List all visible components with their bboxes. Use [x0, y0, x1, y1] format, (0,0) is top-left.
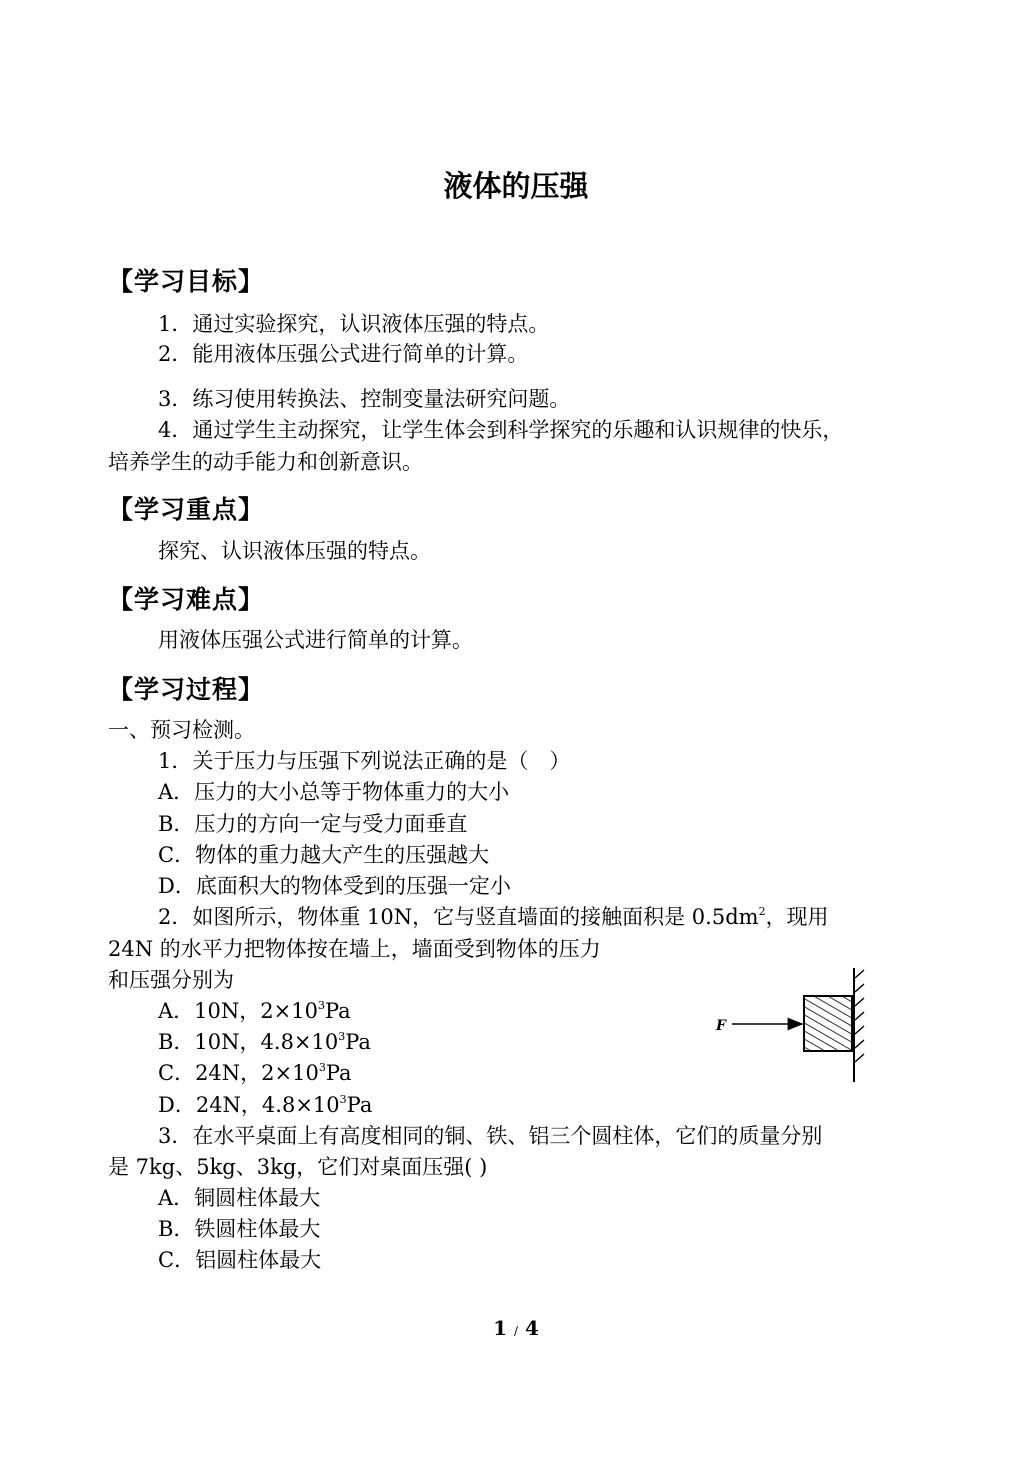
question-2-stem-line2: 24N 的水平力把物体按在墙上，墙面受到物体的压力 [108, 937, 601, 961]
question-2-option-d: D．24N，$4.8\times 10^3Pa$ [158, 1093, 373, 1117]
question-2-stem: 2．如图所示，物体重 10N，它与竖直墙面的接触面积是 $0.5dm^2$，现用 [158, 905, 829, 929]
question-2-option-b: B．10N，$4.8\times 10^3Pa$ [158, 1030, 371, 1054]
question-3-option-a: A．铜圆柱体最大 [158, 1186, 321, 1210]
question-3-option-b: B．铁圆柱体最大 [158, 1217, 321, 1241]
question-1-option-d: D．底面积大的物体受到的压强一定小 [158, 874, 511, 898]
question-3-option-c: C．铝圆柱体最大 [158, 1248, 322, 1272]
objective-item: 1．通过实验探究，认识液体压强的特点。 [158, 312, 550, 336]
difficulties-text: 用液体压强公式进行简单的计算。 [158, 628, 473, 652]
objective-item: 4．通过学生主动探究，让学生体会到科学探究的乐趣和认识规律的快乐， [158, 418, 844, 442]
wall-hatching [855, 970, 864, 1062]
question-1-stem: 1．关于压力与压强下列说法正确的是（ ） [158, 749, 571, 773]
force-wall-diagram [712, 962, 882, 1086]
question-1-option-b: B．压力的方向一定与受力面垂直 [158, 812, 468, 836]
question-2-option-c: C．24N，$2\times 10^3Pa$ [158, 1061, 352, 1085]
objectives-heading: 【学习目标】 [108, 267, 265, 296]
key-points-heading: 【学习重点】 [108, 495, 265, 524]
difficulties-heading: 【学习难点】 [108, 585, 265, 614]
force-label: F [716, 1018, 726, 1034]
page-title: 液体的压强 [443, 169, 589, 203]
objective-item: 2．能用液体压强公式进行简单的计算。 [158, 342, 529, 366]
question-2-stem-line3: 和压强分别为 [108, 968, 234, 992]
objective-item-continued: 培养学生的动手能力和创新意识。 [108, 450, 423, 474]
question-3-stem: 3．在水平桌面上有高度相同的铜、铁、铝三个圆柱体，它们的质量分别 [158, 1124, 823, 1148]
key-points-text: 探究、认识液体压强的特点。 [158, 539, 431, 563]
page-number: 1 / 4 [493, 1316, 539, 1340]
question-1-option-a: A．压力的大小总等于物体重力的大小 [158, 780, 510, 804]
hatched-block [804, 996, 852, 1051]
question-3-stem-line2: 是 7kg、5kg、3kg，它们对桌面压强( ) [108, 1155, 488, 1179]
question-2-option-a: A．10N，$2\times 10^3Pa$ [158, 999, 351, 1023]
question-1-option-c: C．物体的重力越大产生的压强越大 [158, 843, 490, 867]
process-heading: 【学习过程】 [108, 675, 265, 704]
objective-item: 3．练习使用转换法、控制变量法研究问题。 [158, 387, 571, 411]
part-title: 一、预习检测。 [108, 718, 255, 742]
